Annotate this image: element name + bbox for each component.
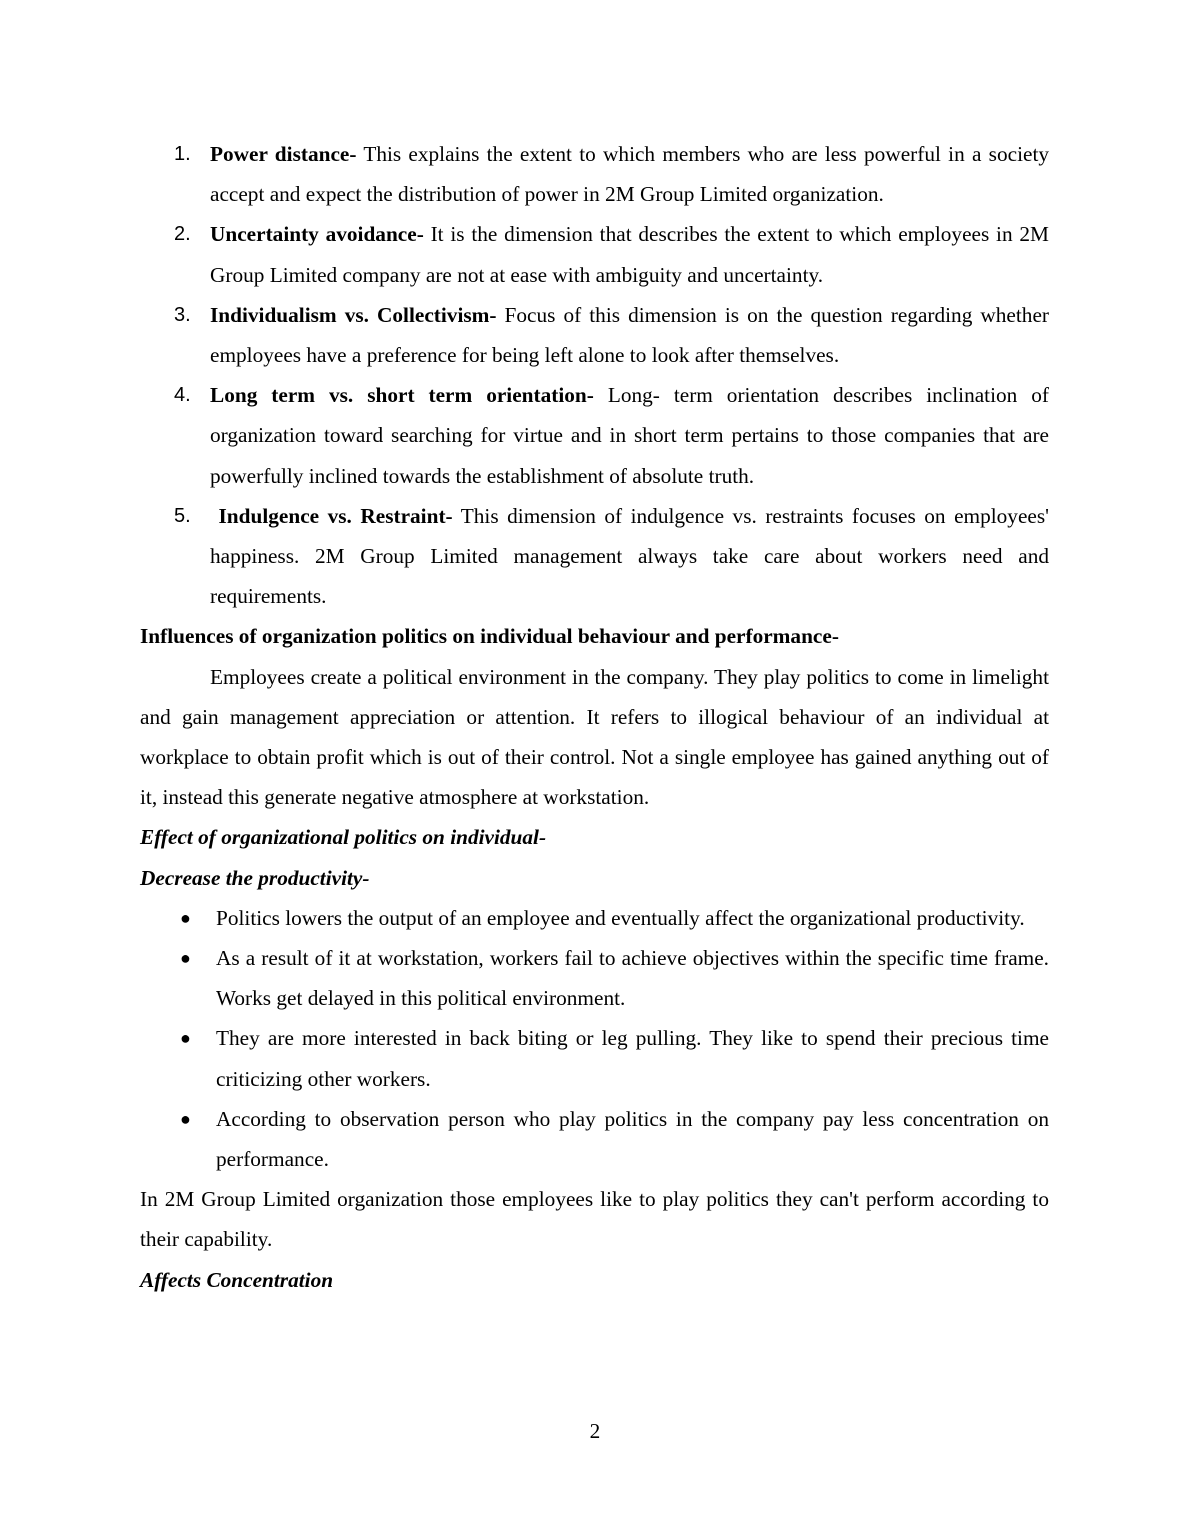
- document-page: [140, 134, 1049, 1300]
- list-number: 3.: [174, 303, 191, 326]
- numbered-list-item: [140, 214, 1049, 294]
- list-term: Indulgence vs. Restraint-: [210, 503, 453, 528]
- bullet-text: They are more interested in back biting or leg pulling. They like to spend their precious time criticizing other workers.: [216, 1026, 1049, 1091]
- bullet-icon: ●: [180, 1028, 191, 1049]
- list-text: It is the dimension that describes the extent to which employees in 2M Group Limited company are not at ease with ambiguity and uncertainty.: [210, 222, 1049, 287]
- subheading-productivity: Decrease the productivity-: [140, 865, 370, 890]
- paragraph-politics: Employees create a political environment in the company. They play politics to come in limelight and gain management appreciation or attention. It refers to illogical behaviour of an individual at workplace to obtain profit which is out of their control. Not a single employee has gained anything out of it, instead this generate negative atmosphere at workstation.: [140, 664, 1049, 810]
- list-term: Individualism vs. Collectivism-: [210, 302, 497, 327]
- list-text: This explains the extent to which members who are less powerful in a society accept and expect the distribution of power in 2M Group Limited organization.: [210, 142, 1050, 207]
- bullet-list-item: [140, 1099, 1049, 1179]
- numbered-list-item: [140, 375, 1049, 496]
- list-number: 4.: [174, 384, 191, 407]
- page-number: 2: [589, 1419, 601, 1443]
- bullet-text: Politics lowers the output of an employee and eventually affect the organizational productivity.: [216, 905, 1025, 930]
- bullet-icon: ●: [180, 907, 191, 928]
- numbered-list-item: [140, 295, 1049, 375]
- bullet-text: According to observation person who play politics in the company pay less concentration on performance.: [216, 1106, 1049, 1172]
- list-text: Focus of this dimension is on the question regarding whether employees have a preference for being left alone to look after themselves.: [210, 302, 1049, 368]
- numbered-list-item: [140, 134, 1049, 214]
- bullet-text: As a result of it at workstation, workers fail to achieve objectives within the specific time frame. Works get delayed in this political environment.: [216, 946, 1049, 1011]
- bullet-list-item: [140, 938, 1049, 1018]
- section-heading-effect: Effect of organizational politics on individual-: [140, 825, 547, 850]
- numbered-list-item: [140, 496, 1049, 617]
- subheading-concentration: Affects Concentration: [140, 1267, 334, 1292]
- list-number: 5.: [174, 504, 191, 527]
- bullet-list-item: [140, 898, 1049, 938]
- list-term: Uncertainty avoidance-: [210, 222, 424, 247]
- bullet-list-item: [140, 1018, 1049, 1098]
- paragraph-capability: In 2M Group Limited organization those employees like to play politics they can't perform according to their capability.: [140, 1187, 1049, 1252]
- list-number: 1.: [174, 143, 191, 165]
- list-term: Long term vs. short term orientation-: [210, 383, 594, 408]
- list-text: Long- term orientation describes inclination of organization toward searching for virtue and in short term pertains to those companies that are powerfully inclined towards the establishment of absolute truth.: [210, 383, 1050, 488]
- section-heading-influences: Influences of organization politics on individual behaviour and performance-: [140, 624, 839, 649]
- bullet-icon: ●: [180, 1108, 191, 1129]
- list-text: This dimension of indulgence vs. restraints focuses on employees' happiness. 2M Group Limited management always take care about workers need and requirements.: [210, 503, 1049, 609]
- list-number: 2.: [174, 223, 191, 246]
- list-term: Power distance-: [210, 142, 357, 166]
- bullet-icon: ●: [180, 948, 191, 969]
